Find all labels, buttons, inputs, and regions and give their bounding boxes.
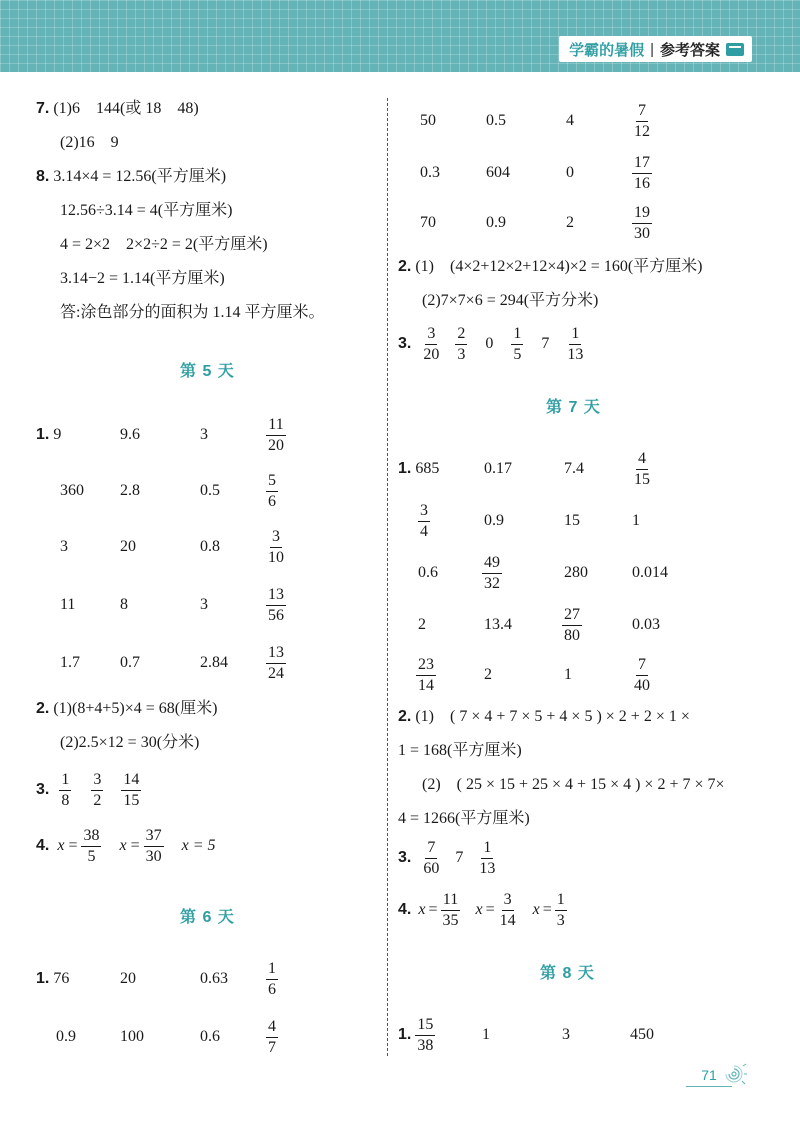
q7-answer1: (1)6 144(或 18 48) [53,100,199,117]
table-cell: 0.6 [200,1028,220,1045]
variable-x: x [418,901,426,918]
denominator: 30 [145,847,162,865]
equals-sign: = [130,837,140,854]
table-cell: 3 [60,538,68,555]
day7-q4 [398,888,567,932]
day5-q2-answer1: (1)(8+4+5)×4 = 68(厘米) [53,700,218,717]
denominator: 38 [417,1036,434,1054]
table-cell: 15 [564,512,580,529]
table-cell: 1 [482,1026,490,1043]
denominator: 60 [423,859,440,877]
equals-sign: = [68,837,78,854]
day5-title: 第 5 天 [180,363,235,380]
numerator: 3 [425,325,437,345]
numerator: 19 [632,204,652,224]
fraction [81,827,101,866]
day5-q4 [36,824,216,868]
denominator: 24 [268,664,284,682]
q8-conclusion: 答:涂色部分的面积为 1.14 平方厘米。 [60,304,325,321]
day5-q4-number: 4. [36,837,50,854]
day5-q2-line1 [36,698,217,720]
day7-q1-row3 [398,550,783,596]
right-top-row1 [398,98,783,144]
numerator: 3 [91,771,103,791]
table-cell: 20 [120,538,136,555]
day7-q2-part1-cont: 1 = 168(平方厘米) [398,742,522,759]
numerator: 17 [632,154,652,174]
header-brand: 学霸的暑假 [569,41,645,59]
day8-title: 第 8 天 [540,965,595,982]
denominator: 8 [61,791,70,809]
day5-q1-row3 [36,524,376,570]
q8-line1 [36,166,226,188]
fraction [266,960,278,999]
table-cell: 2.84 [200,654,228,671]
denominator: 30 [634,224,650,242]
numerator: 1 [266,960,278,980]
day7-q1-row2 [398,498,783,544]
denominator: 40 [634,676,650,694]
q8-number: 8. [36,168,50,185]
denominator: 10 [268,548,284,566]
table-cell: 1 [564,666,572,683]
q8-step4: 3.14−2 = 1.14(平方厘米) [60,270,225,287]
denominator: 2 [93,791,102,809]
numerator: 11 [266,416,285,436]
table-cell: 0.03 [632,616,660,633]
day6-title: 第 6 天 [180,909,235,926]
numerator: 14 [121,771,141,791]
numerator: 7 [636,102,648,122]
q7-line1 [36,98,199,120]
numerator: 3 [418,502,430,522]
spiral-decoration-icon [722,1062,748,1086]
fraction [266,644,286,683]
header-section: 参考答案 [659,41,720,59]
day7-q3 [398,836,497,880]
table-cell: 9.6 [120,426,140,443]
numerator: 7 [425,839,437,859]
denominator: 5 [87,847,96,865]
numerator: 23 [416,656,436,676]
table-cell: 2.8 [120,482,140,499]
day7-q1-row1 [398,446,783,492]
denominator: 13 [567,345,584,363]
table-cell: 11 [60,596,76,613]
day7-title: 第 7 天 [546,399,601,416]
day5-q3-number: 3. [36,781,50,798]
denominator: 5 [513,345,522,363]
table-cell: 604 [486,164,510,181]
table-cell: 450 [630,1026,654,1043]
fraction [144,827,164,866]
denominator: 6 [268,980,276,998]
fraction [482,554,502,593]
fraction [121,771,141,810]
fraction [555,891,567,930]
right-top-row2 [398,150,783,196]
page-number: 71 [686,1064,732,1087]
numerator: 5 [266,472,278,492]
right-q2-answer1: (1) (4×2+12×2+12×4)×2 = 160(平方厘米) [415,258,703,275]
table-cell: 20 [120,970,136,987]
fraction [421,325,441,364]
numerator: 4 [266,1018,278,1038]
numerator: 4 [636,450,648,470]
denominator: 32 [484,574,500,592]
variable-x: x [532,901,540,918]
q7-number: 7. [36,100,50,117]
table-cell: 1 [632,512,640,529]
day5-q2-answer2: (2)2.5×12 = 30(分米) [60,734,200,751]
day7-q2-number: 2. [398,708,412,725]
numerator: 3 [270,528,282,548]
numerator: 1 [569,325,581,345]
table-cell: 0.8 [200,538,220,555]
numerator: 1 [511,325,523,345]
q8-step1: 3.14×4 = 12.56(平方厘米) [53,168,227,185]
table-cell: 0.5 [200,482,220,499]
equals-sign: = [485,901,495,918]
denominator: 56 [268,606,284,624]
book-icon [726,43,744,56]
day5-q3 [36,768,141,812]
table-cell: 0 [566,164,574,181]
numerator: 3 [502,891,514,911]
variable-x: x [57,837,65,854]
day7-q2-part2-cont: 4 = 1266(平方厘米) [398,810,530,827]
variable-x: x [475,901,483,918]
table-cell: 0.014 [632,564,668,581]
fraction [632,154,652,193]
denominator: 12 [634,122,650,140]
fraction [266,586,286,625]
fraction [418,502,430,541]
table-cell: 0.9 [486,214,506,231]
table-cell: 360 [60,482,84,499]
numerator: 15 [415,1016,435,1036]
day5-q2-number: 2. [36,700,50,717]
fraction [266,416,286,455]
numerator: 11 [441,891,460,911]
header-label [559,36,752,62]
fraction [565,325,585,364]
table-cell: 9 [53,426,62,443]
fraction [440,891,460,930]
day5-q1-number: 1. [36,426,50,443]
fraction [266,1018,278,1057]
denominator: 6 [268,492,276,510]
numerator: 7 [636,656,648,676]
day5-q1-row4 [36,582,376,628]
day6-q1-number: 1. [36,970,50,987]
table-cell: 2 [566,214,574,231]
right-q2-number: 2. [398,258,412,275]
day5-q4-answer3: x = 5 [181,837,216,854]
denominator: 15 [123,791,140,809]
day7-q1-row5 [398,652,783,698]
day6-q1-row2 [36,1014,376,1060]
table-cell: 0.3 [420,164,440,181]
table-cell: 100 [120,1028,144,1045]
table-cell: 0.17 [484,460,512,477]
table-cell: 70 [420,214,436,231]
fraction [416,656,436,695]
right-q3-value5: 7 [541,335,550,352]
q7-answer2: (2)16 9 [60,134,119,151]
table-cell: 3 [562,1026,570,1043]
right-top-row3 [398,200,783,246]
denominator: 7 [268,1038,276,1056]
right-q3-value3: 0 [485,335,494,352]
day5-q1-row2 [36,468,376,514]
day5-q1-row5 [36,640,376,686]
numerator: 1 [481,839,493,859]
day7-q2-part1: (1) ( 7 × 4 + 7 × 5 + 4 × 5 ) × 2 + 2 × 1 × [415,708,690,725]
q8-step3: 4 = 2×2 2×2÷2 = 2(平方厘米) [60,236,268,253]
numerator: 13 [266,586,286,606]
table-cell: 0.9 [484,512,504,529]
numerator: 1 [555,891,567,911]
denominator: 16 [634,174,650,192]
q8-step2: 12.56÷3.14 = 4(平方厘米) [60,202,233,219]
fraction [415,1016,435,1055]
table-cell: 685 [415,460,440,477]
table-cell: 13.4 [484,616,512,633]
variable-x: x [119,837,127,854]
day7-q2-line1 [398,706,690,728]
day6-q1-row1 [36,956,376,1002]
numerator: 38 [81,827,101,847]
table-cell: 0.6 [418,564,438,581]
fraction [511,325,523,364]
header-separator: | [650,40,654,58]
denominator: 3 [457,345,466,363]
fraction [632,102,652,141]
numerator: 49 [482,554,502,574]
right-q2-answer2: (2)7×7×6 = 294(平方分米) [422,292,599,309]
day8-q1-number: 1. [398,1026,412,1043]
day7-q3-value2: 7 [455,849,464,866]
table-cell: 4 [566,112,574,129]
table-cell: 8 [120,596,128,613]
header-banner [0,0,800,72]
table-cell: 50 [420,112,436,129]
denominator: 80 [564,626,580,644]
numerator: 1 [59,771,71,791]
table-cell: 3 [200,426,208,443]
fraction [562,606,582,645]
table-cell: 2 [484,666,492,683]
denominator: 15 [634,470,650,488]
denominator: 35 [442,911,459,929]
fraction [59,771,71,810]
fraction [91,771,103,810]
day7-q2-part2: (2) ( 25 × 15 + 25 × 4 + 15 × 4 ) × 2 + 7 × 7× [422,776,725,793]
fraction [455,325,467,364]
numerator: 37 [144,827,164,847]
table-cell: 2 [418,616,426,633]
denominator: 3 [556,911,565,929]
column-divider [387,98,388,1056]
numerator: 2 [455,325,467,345]
day7-q1-row4 [398,602,783,648]
fraction [632,204,652,243]
denominator: 20 [423,345,440,363]
table-cell: 3 [200,596,208,613]
right-q3-number: 3. [398,335,412,352]
right-q2-line1 [398,256,702,278]
right-q3 [398,322,585,366]
fraction [266,472,278,511]
equals-sign: = [542,901,552,918]
table-cell: 280 [564,564,588,581]
day8-q1-row1 [398,1012,783,1058]
denominator: 14 [418,676,434,694]
table-cell: 7.4 [564,460,584,477]
denominator: 4 [420,522,428,540]
table-cell: 1.7 [60,654,80,671]
table-cell: 76 [53,970,70,987]
numerator: 27 [562,606,582,626]
equals-sign: = [428,901,438,918]
table-cell: 0.63 [200,970,228,987]
fraction [421,839,441,878]
table-cell: 0.7 [120,654,140,671]
denominator: 20 [268,436,284,454]
fraction [498,891,518,930]
table-cell: 0.9 [56,1028,76,1045]
table-cell: 0.5 [486,112,506,129]
day7-q4-number: 4. [398,901,412,918]
day7-q1-number: 1. [398,460,412,477]
denominator: 13 [479,859,496,877]
fraction [266,528,286,567]
day7-q3-number: 3. [398,849,412,866]
fraction [632,450,652,489]
denominator: 14 [499,911,516,929]
numerator: 13 [266,644,286,664]
day5-q1-row1 [36,412,376,458]
fraction [632,656,652,695]
fraction [477,839,497,878]
